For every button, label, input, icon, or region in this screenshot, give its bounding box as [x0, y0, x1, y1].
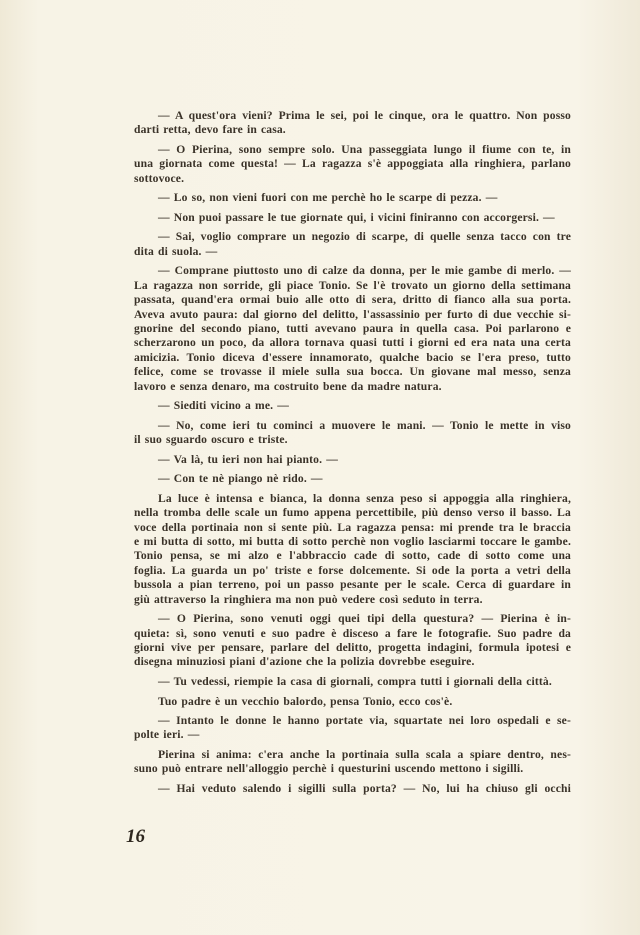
- text-line: bussola a pian terreno, poi un passo pesante per le scale. Cerca di guardare in: [134, 578, 571, 592]
- text-line: disegna minuziosi piani d'azione che la polizia dovrebbe eseguire.: [134, 655, 475, 669]
- paragraph: [134, 675, 571, 689]
- text-line: una giornata come questa! — La ragazza s'è appoggiata alla ringhiera, parlano: [134, 157, 571, 171]
- text-line: e mi butta di sotto, mi butta di sotto perchè non voglio lasciarmi toccare le gambe.: [134, 535, 571, 549]
- text-line: — Va là, tu ieri non hai pianto. —: [158, 452, 338, 466]
- text-line: — Non puoi passare le tue giornate qui, i vicini finiranno con accorgersi. —: [158, 210, 555, 224]
- text-line: — Lo so, non vieni fuori con me perchè ho le scarpe di pezza. —: [158, 191, 498, 205]
- text-line: Pierina si anima: c'era anche la portinaia sulla scala a spiare dentro, nes-: [158, 748, 571, 762]
- text-line: Tonio pensa, se mi alzo e l'abbraccio cade di sotto, cade di sotto come una: [134, 549, 571, 563]
- text-line: — Sai, voglio comprare un negozio di scarpe, di quelle senza tacco con tre: [158, 230, 571, 244]
- paragraph: [134, 264, 571, 394]
- paragraph: [134, 695, 571, 709]
- paragraph: [134, 714, 571, 743]
- text-line: amicizia. Tonio diceva d'essere innamorato, qualche bacio se l'era preso, tutto: [134, 350, 571, 364]
- text-line: — Siediti vicino a me. —: [158, 399, 289, 413]
- paragraph: [134, 191, 571, 205]
- paragraph: [134, 472, 571, 486]
- text-line: giù attraverso la ringhiera ma non può vedere così seduto in terra.: [134, 592, 483, 606]
- text-line: felice, come se trovasse il miele sulla sua bocca. Un giovane mal messo, senza: [134, 365, 571, 379]
- paragraph: [134, 211, 571, 225]
- paragraph: [134, 782, 571, 796]
- text-line: lavoro e senza denaro, ma costruito bene da madre natura.: [134, 379, 442, 393]
- text-line: darti retta, devo fare in casa.: [134, 123, 286, 137]
- text-line: suno può entrare nell'alloggio perchè i questurini uscendo mettono i sigilli.: [134, 762, 524, 776]
- paragraph: [134, 399, 571, 413]
- text-line: La luce è intensa e bianca, la donna senza peso si appoggia alla ringhiera,: [158, 491, 571, 505]
- paragraph: [134, 748, 571, 777]
- text-line: voce della portinaia non si sente più. La ragazza pensa: mi prende tra le braccia: [134, 520, 571, 534]
- text-line: il suo sguardo oscuro e triste.: [134, 433, 288, 447]
- paragraph: [134, 453, 571, 467]
- text-line: Tuo padre è un vecchio balordo, pensa Tonio, ecco cos'è.: [158, 694, 453, 708]
- body-text: [134, 109, 571, 796]
- text-line: dita di suola. —: [134, 244, 218, 258]
- text-line: polte ieri. —: [134, 728, 200, 742]
- text-line: — Tu vedessi, riempie la casa di giornali, compra tutti i giornali della città.: [158, 674, 552, 688]
- paragraph: [134, 612, 571, 670]
- text-line: — A quest'ora vieni? Prima le sei, poi le cinque, ora le quattro. Non posso: [158, 109, 571, 122]
- paragraph: [134, 419, 571, 448]
- text-line: nella tromba delle scale un fumo appena percettibile, più denso verso il basso. La: [134, 506, 571, 520]
- paragraph: [134, 230, 571, 259]
- text-line: sottovoce.: [134, 171, 185, 185]
- text-line: — O Pierina, sono venuti oggi quei tipi della questura? — Pierina è in-: [158, 612, 571, 626]
- text-line: giorni vive per pensare, parlare del delitto, progetta indagini, formula ipotesi e: [134, 640, 571, 654]
- text-line: foglia. La guarda un po' triste e forse dolcemente. Si ode la porta a vetri della: [134, 563, 571, 577]
- text-line: gnorine del secondo piano, tutti avevano paura in quella casa. Poi parlarono e: [134, 322, 571, 336]
- page-number: 16: [126, 826, 145, 847]
- text-line: — O Pierina, sono sempre solo. Una passeggiata lungo il fiume con te, in: [158, 142, 571, 156]
- text-line: passata, quand'era ormai buio alle otto di sera, dritto di fianco alla sua porta.: [134, 293, 571, 307]
- text-line: — No, come ieri tu cominci a muovere le mani. — Tonio le mette in viso: [158, 418, 571, 432]
- paragraph: [134, 143, 571, 186]
- text-line: — Hai veduto salendo i sigilli sulla porta? — No, lui ha chiuso gli occhi: [158, 782, 571, 796]
- paragraph: [134, 492, 571, 607]
- text-line: — Comprane piuttosto uno di calze da donna, per le mie gambe di merlo. —: [158, 264, 571, 278]
- text-line: — Intanto le donne le hanno portate via, squartate nei loro ospedali e se-: [158, 714, 571, 728]
- text-line: scherzarono un poco, da allora tornava quasi tutti i giorni ed era nata una certa: [134, 336, 571, 350]
- paragraph: [134, 109, 571, 138]
- text-line: — Con te nè piango nè rido. —: [158, 472, 323, 486]
- text-line: Aveva avuto paura: dal giorno del delitto, l'assassinio per furto di due vecchie si-: [134, 307, 571, 321]
- text-line: La ragazza non sorride, gli piace Tonio. Se l'è trovato un giorno della settimana: [134, 278, 571, 292]
- text-line: quieta: sì, sono venuti e suo padre è disceso a fare le fotografie. Suo padre da: [134, 626, 571, 640]
